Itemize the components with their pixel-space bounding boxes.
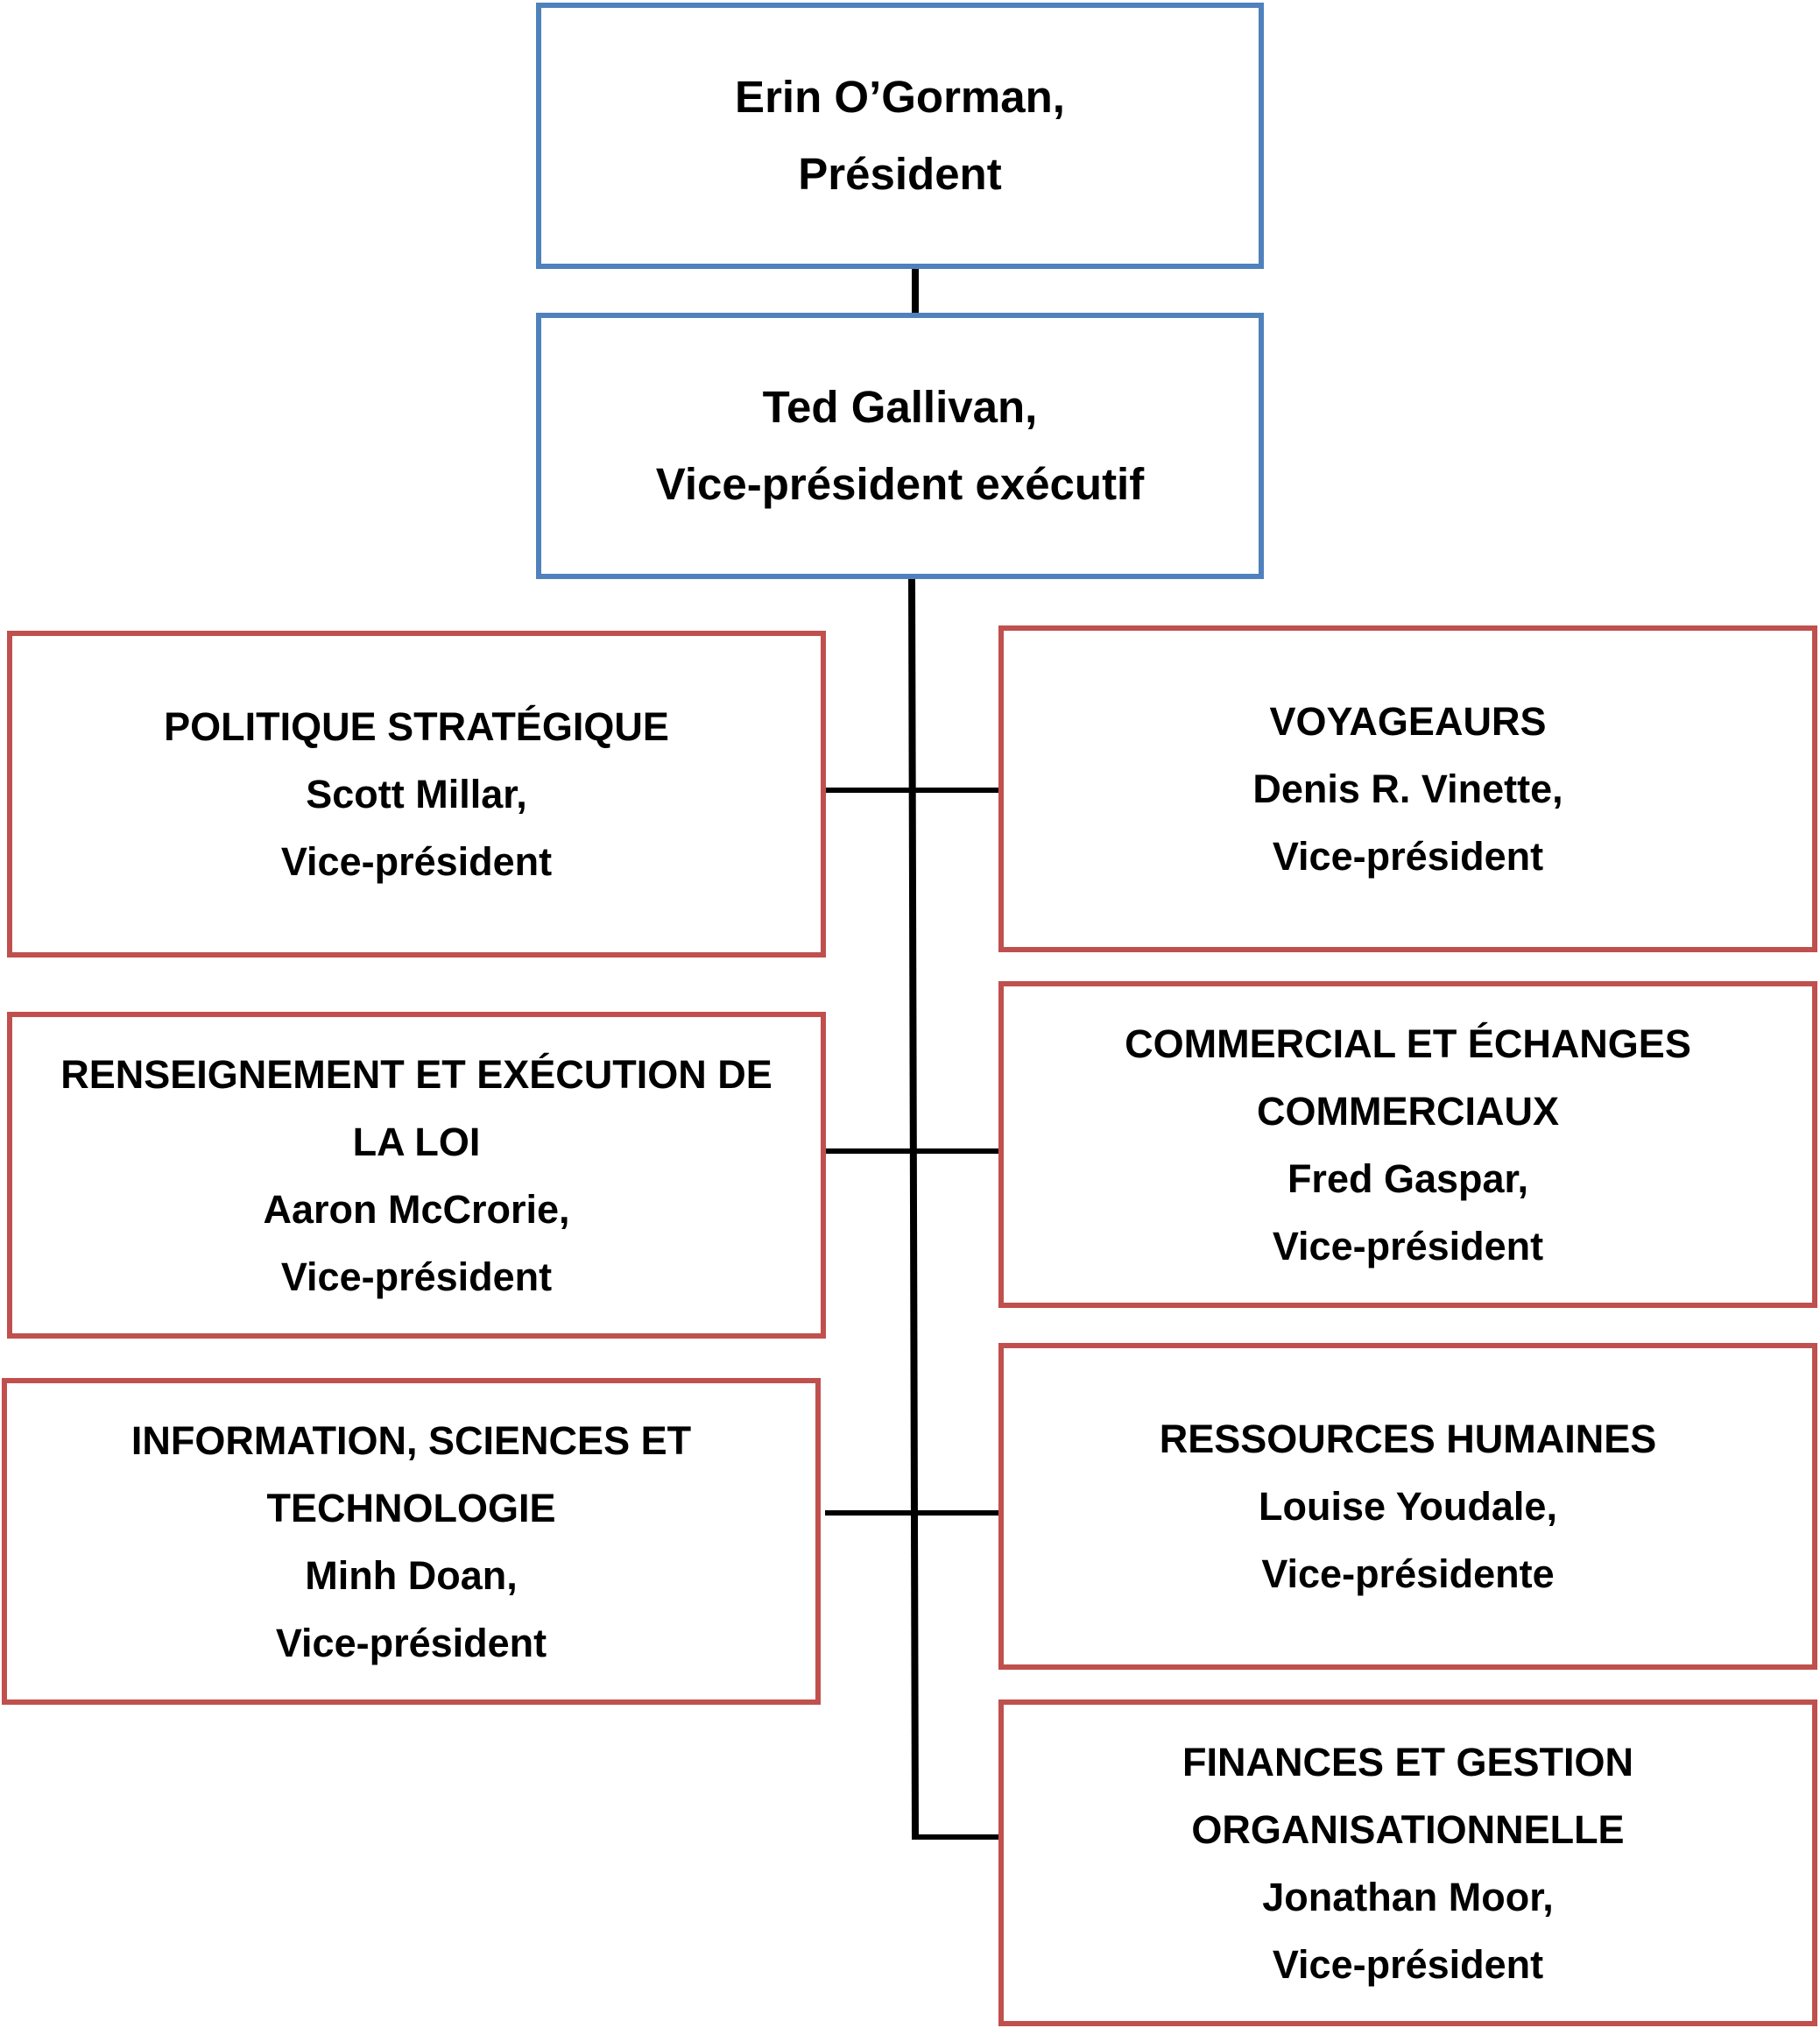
dept-label: RESSOURCES HUMAINES — [1159, 1417, 1657, 1461]
vp-name: Fred Gaspar, — [1287, 1155, 1529, 1201]
dept-label: COMMERCIAUX — [1257, 1088, 1559, 1134]
dept-label: COMMERCIAL ET ÉCHANGES — [1125, 1021, 1691, 1066]
vp-title: Vice-président — [1272, 834, 1544, 879]
vp-name: Jonathan Moor, — [1262, 1874, 1554, 1919]
vp-title: Vice-présidente — [1261, 1551, 1555, 1596]
connector-trunk — [912, 578, 915, 1837]
vp-box-strategic-policy — [7, 631, 826, 957]
vp-box-intelligence-enforcement — [7, 1012, 826, 1339]
vp-name: Denis R. Vinette, — [1252, 767, 1563, 811]
president-name: Erin O’Gorman, — [735, 72, 1065, 122]
president-box — [536, 3, 1264, 269]
dept-label: INFORMATION, SCIENCES ET — [131, 1417, 692, 1463]
dept-label: RENSEIGNEMENT ET EXÉCUTION DE — [60, 1051, 772, 1097]
vp-title: Vice-président — [280, 839, 553, 884]
vp-box-finance-corporate-management — [998, 1699, 1817, 2026]
vp-box-travellers — [998, 625, 1817, 952]
vp-name: Minh Doan, — [305, 1552, 518, 1598]
vp-title: Vice-président — [275, 1620, 547, 1665]
vp-name: Louise Youdale, — [1259, 1484, 1557, 1529]
executive-vp-box — [536, 313, 1264, 579]
dept-label: TECHNOLOGIE — [266, 1485, 556, 1530]
vp-title: Vice-président — [1272, 1941, 1544, 1987]
dept-label: LA LOI — [352, 1119, 481, 1164]
vp-title: Vice-président — [280, 1254, 553, 1299]
president-title: Président — [798, 149, 1002, 199]
vp-name: Aaron McCrorie, — [263, 1186, 570, 1232]
executive-vp-name: Ted Gallivan, — [762, 382, 1038, 432]
dept-label: FINANCES ET GESTION — [1182, 1739, 1634, 1784]
dept-label: VOYAGEAURS — [1269, 699, 1547, 744]
dept-label: ORGANISATIONNELLE — [1191, 1806, 1625, 1852]
vp-box-human-resources — [998, 1343, 1817, 1670]
vp-title: Vice-président — [1272, 1223, 1544, 1268]
vp-name: Scott Millar, — [306, 772, 527, 816]
vp-box-information-science-technology — [2, 1378, 821, 1705]
vp-box-commercial-trade — [998, 981, 1817, 1308]
executive-vp-title: Vice-président exécutif — [655, 459, 1145, 509]
dept-label: POLITIQUE STRATÉGIQUE — [164, 704, 669, 749]
